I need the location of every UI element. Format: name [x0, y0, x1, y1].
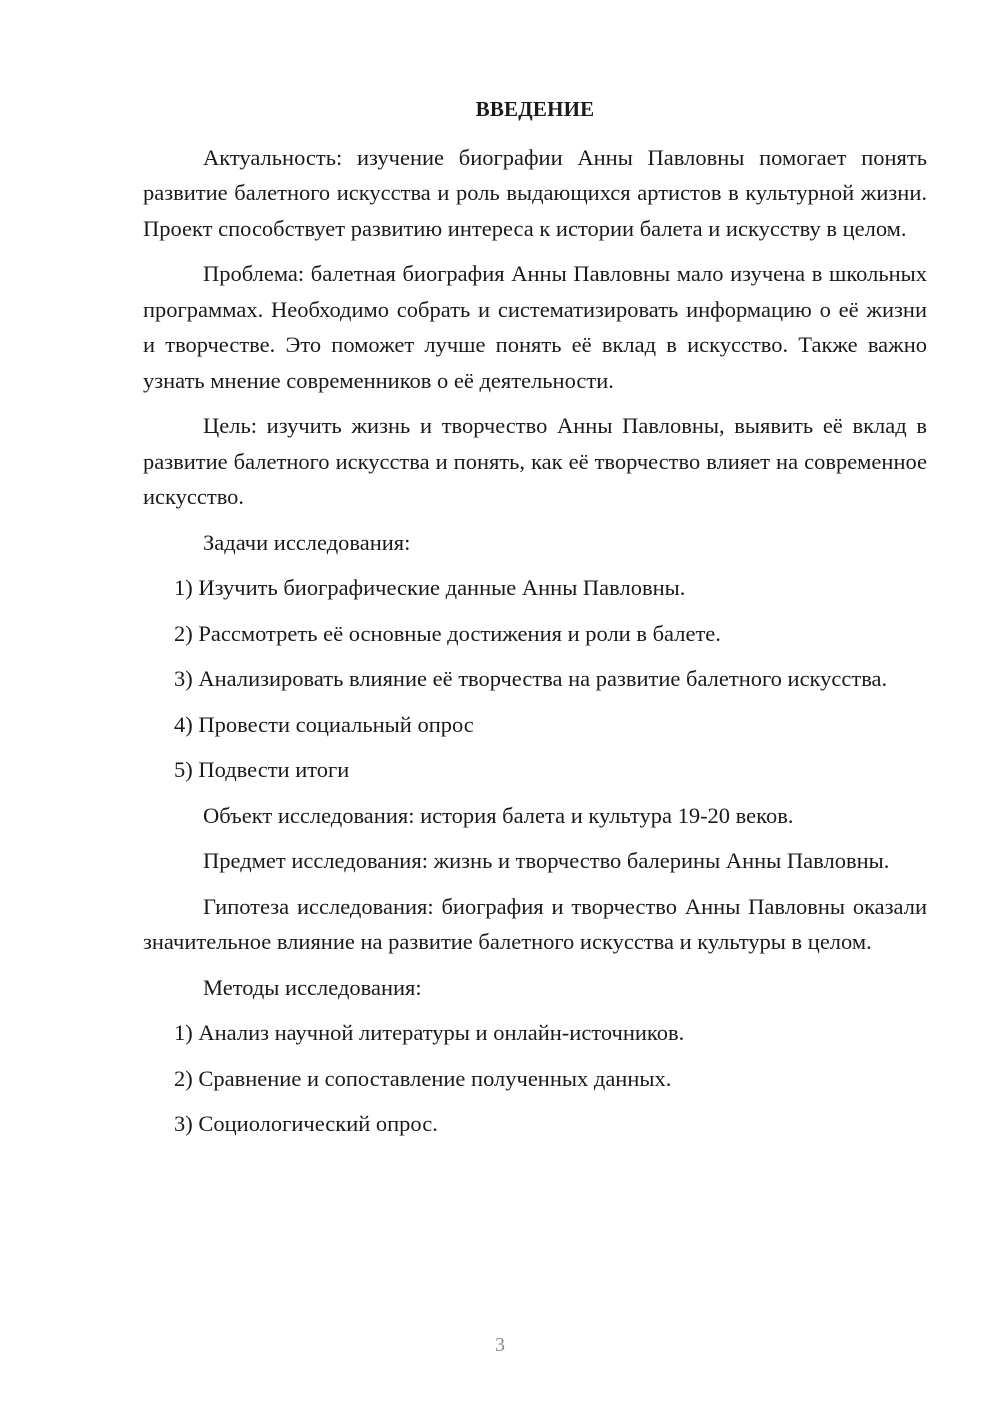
methods-title: Методы исследования:	[203, 974, 422, 1000]
page-content	[143, 92, 927, 1152]
task-item: 2) Рассмотреть её основные достижения и роли в балете.	[174, 620, 721, 646]
tasks-title: Задачи исследования:	[203, 529, 411, 555]
method-item: 3) Социологический опрос.	[174, 1111, 438, 1136]
task-item: 5) Подвести итоги	[174, 757, 350, 782]
hypothesis-paragraph: Гипотеза исследования: биография и творчество Анны Павловны оказали значительное влияние на развитие балетного искусства и культуры в целом.	[143, 893, 927, 954]
relevance-paragraph: Актуальность: изучение биографии Анны Павловны помогает понять развитие балетного искусства и роль выдающихся артистов в культурной жизни. Проект способствует развитию интереса к истории балета и искусству в целом.	[143, 144, 927, 241]
section-heading: ВВЕДЕНИЕ	[475, 97, 595, 121]
subject-paragraph: Предмет исследования: жизнь и творчество балерины Анны Павловны.	[203, 848, 890, 873]
page-number: 3	[495, 1334, 505, 1356]
problem-paragraph: Проблема: балетная биография Анны Павловны мало изучена в школьных программах. Необходимо собрать и систематизировать информацию о её жизни и творчестве. Это поможет лучше понять её вклад в искусство. Также важно узнать мнение современников о её деятельности.	[143, 261, 927, 393]
object-paragraph: Объект исследования: история балета и культура 19-20 веков.	[203, 802, 794, 828]
method-item: 1) Анализ научной литературы и онлайн-источников.	[174, 1020, 685, 1045]
goal-paragraph: Цель: изучить жизнь и творчество Анны Павловны, выявить её вклад в развитие балетного искусства и понять, как её творчество влияет на современное искусство.	[143, 413, 927, 509]
task-item: 3) Анализировать влияние её творчества на развитие балетного искусства.	[174, 666, 888, 691]
task-item: 1) Изучить биографические данные Анны Павловны.	[174, 575, 686, 600]
method-item: 2) Сравнение и сопоставление полученных данных.	[174, 1065, 672, 1091]
task-item: 4) Провести социальный опрос	[174, 711, 474, 737]
